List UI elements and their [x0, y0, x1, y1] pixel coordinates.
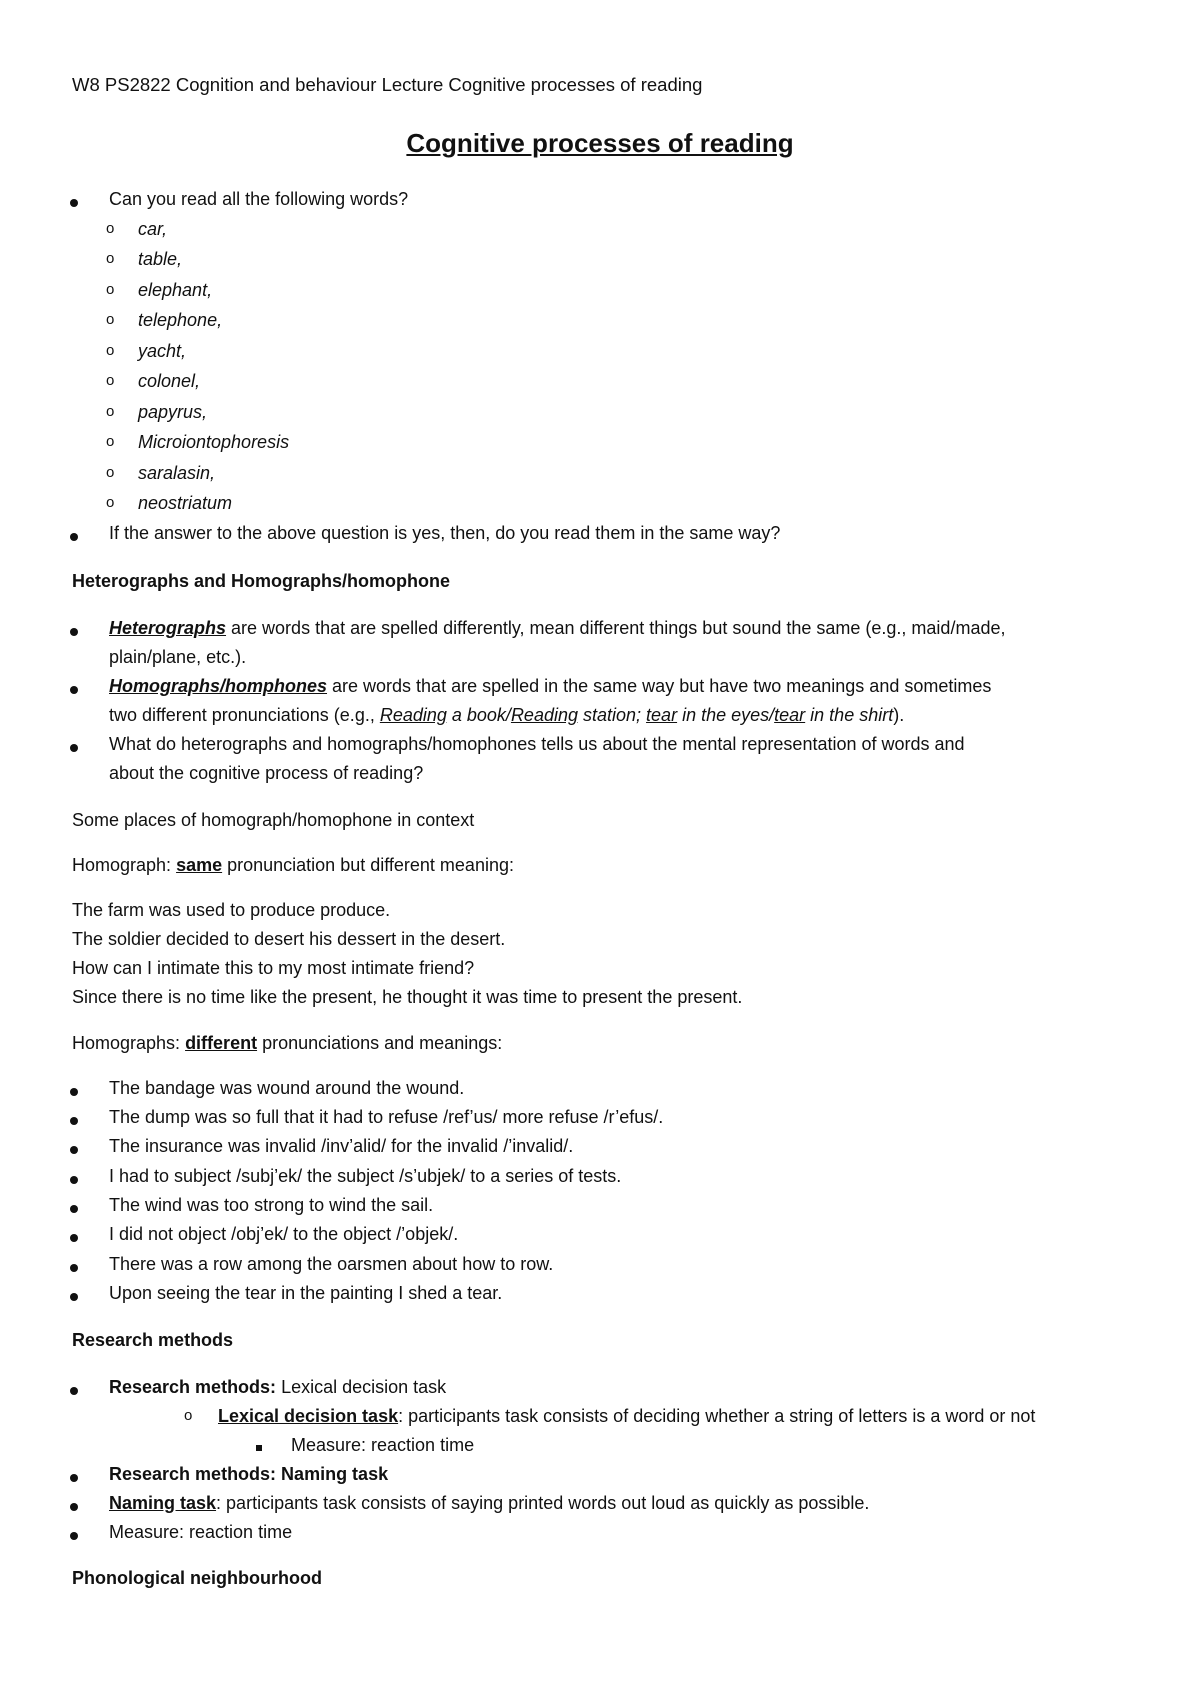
bullet-icon — [70, 735, 78, 757]
bullet-icon — [70, 1465, 78, 1487]
square-bullet-icon — [256, 1434, 262, 1456]
word-item: saralasin, — [138, 463, 216, 483]
sub-bullet-icon: o — [106, 494, 115, 511]
sentence-line: Since there is no time like the present, he thought it was time to present the present. — [72, 987, 743, 1007]
question-2: If the answer to the above question is yes, then, do you read them in the same way? — [109, 523, 781, 543]
word-item: yacht, — [138, 341, 187, 361]
word-item: telephone, — [138, 310, 223, 330]
heterographs-definition: Heterographs are words that are spelled differently, mean different things but sound the same (e.g., maid/made, — [109, 618, 1006, 638]
question-3: What do heterographs and homographs/homophones tells us about the mental representation of words and — [109, 734, 965, 754]
measure-line-2: Measure: reaction time — [109, 1522, 293, 1542]
sub-bullet-icon: o — [106, 403, 115, 420]
sub-bullet-icon: o — [106, 433, 115, 450]
sentence-line: I did not object /obj’ek/ to the object /’objek/. — [109, 1224, 459, 1244]
naming-task-definition: Naming task: participants task consists of saying printed words out loud as quickly as possible. — [109, 1493, 870, 1513]
document-header: W8 PS2822 Cognition and behaviour Lecture Cognitive processes of reading — [72, 74, 703, 95]
heading-heterographs: Heterographs and Homographs/homophone — [72, 571, 451, 591]
bullet-icon — [70, 1225, 78, 1247]
question-1: Can you read all the following words? — [109, 189, 409, 209]
bullet-icon — [70, 1255, 78, 1277]
lexical-decision-definition: Lexical decision task: participants task consists of deciding whether a string of letters is a word or not — [218, 1406, 1036, 1426]
bullet-icon — [70, 1196, 78, 1218]
sentence-line: The bandage was wound around the wound. — [109, 1078, 465, 1098]
sentence-line: How can I intimate this to my most intimate friend? — [72, 958, 475, 978]
heterographs-definition-cont: plain/plane, etc.). — [109, 647, 247, 667]
heading-phonological-neighbourhood: Phonological neighbourhood — [72, 1568, 322, 1588]
word-item: papyrus, — [138, 402, 208, 422]
measure-line: Measure: reaction time — [291, 1435, 475, 1455]
bullet-icon — [70, 1284, 78, 1306]
bullet-icon — [70, 1079, 78, 1101]
sentence-line: There was a row among the oarsmen about how to row. — [109, 1254, 554, 1274]
context-intro: Some places of homograph/homophone in context — [72, 810, 475, 830]
bullet-icon — [70, 524, 78, 546]
sub-bullet-icon: o — [106, 220, 115, 237]
homograph-different-heading: Homographs: different pronunciations and meanings: — [72, 1033, 503, 1053]
sub-bullet-icon: o — [106, 342, 115, 359]
bullet-icon — [70, 1137, 78, 1159]
sub-bullet-icon: o — [106, 250, 115, 267]
word-item: neostriatum — [138, 493, 233, 513]
homograph-same-heading: Homograph: same pronunciation but different meaning: — [72, 855, 514, 875]
word-item: car, — [138, 219, 168, 239]
bullet-icon — [70, 1378, 78, 1400]
bullet-icon — [70, 677, 78, 699]
homographs-definition: Homographs/homphones are words that are spelled in the same way but have two meanings and sometimes — [109, 676, 992, 696]
sub-bullet-icon: o — [106, 311, 115, 328]
heading-research-methods: Research methods — [72, 1330, 234, 1350]
sentence-line: The soldier decided to desert his dessert in the desert. — [72, 929, 506, 949]
word-item: Microiontophoresis — [138, 432, 290, 452]
sentence-line: The wind was too strong to wind the sail. — [109, 1195, 434, 1215]
research-method-2: Research methods: Naming task — [109, 1464, 389, 1484]
sub-bullet-icon: o — [106, 281, 115, 298]
sentence-line: The insurance was invalid /inv’alid/ for the invalid /’invalid/. — [109, 1136, 574, 1156]
bullet-icon — [70, 619, 78, 641]
bullet-icon — [70, 190, 78, 212]
sub-bullet-icon: o — [184, 1407, 193, 1424]
bullet-icon — [70, 1108, 78, 1130]
document-title: Cognitive processes of reading — [406, 128, 794, 158]
sub-bullet-icon: o — [106, 372, 115, 389]
word-item: colonel, — [138, 371, 201, 391]
word-item: elephant, — [138, 280, 213, 300]
sentence-line: Upon seeing the tear in the painting I shed a tear. — [109, 1283, 503, 1303]
bullet-icon — [70, 1167, 78, 1189]
sentence-line: I had to subject /subj’ek/ the subject /s’ubjek/ to a series of tests. — [109, 1166, 622, 1186]
homographs-definition-cont: two different pronunciations (e.g., Reading a book/Reading station; tear in the eyes/tear in the shirt). — [109, 705, 905, 725]
research-method-1: Research methods: Lexical decision task — [109, 1377, 447, 1397]
word-item: table, — [138, 249, 183, 269]
sentence-line: The farm was used to produce produce. — [72, 900, 391, 920]
bullet-icon — [70, 1494, 78, 1516]
bullet-icon — [70, 1523, 78, 1545]
sub-bullet-icon: o — [106, 464, 115, 481]
sentence-line: The dump was so full that it had to refuse /ref’us/ more refuse /r’efus/. — [109, 1107, 664, 1127]
question-3-cont: about the cognitive process of reading? — [109, 763, 424, 783]
